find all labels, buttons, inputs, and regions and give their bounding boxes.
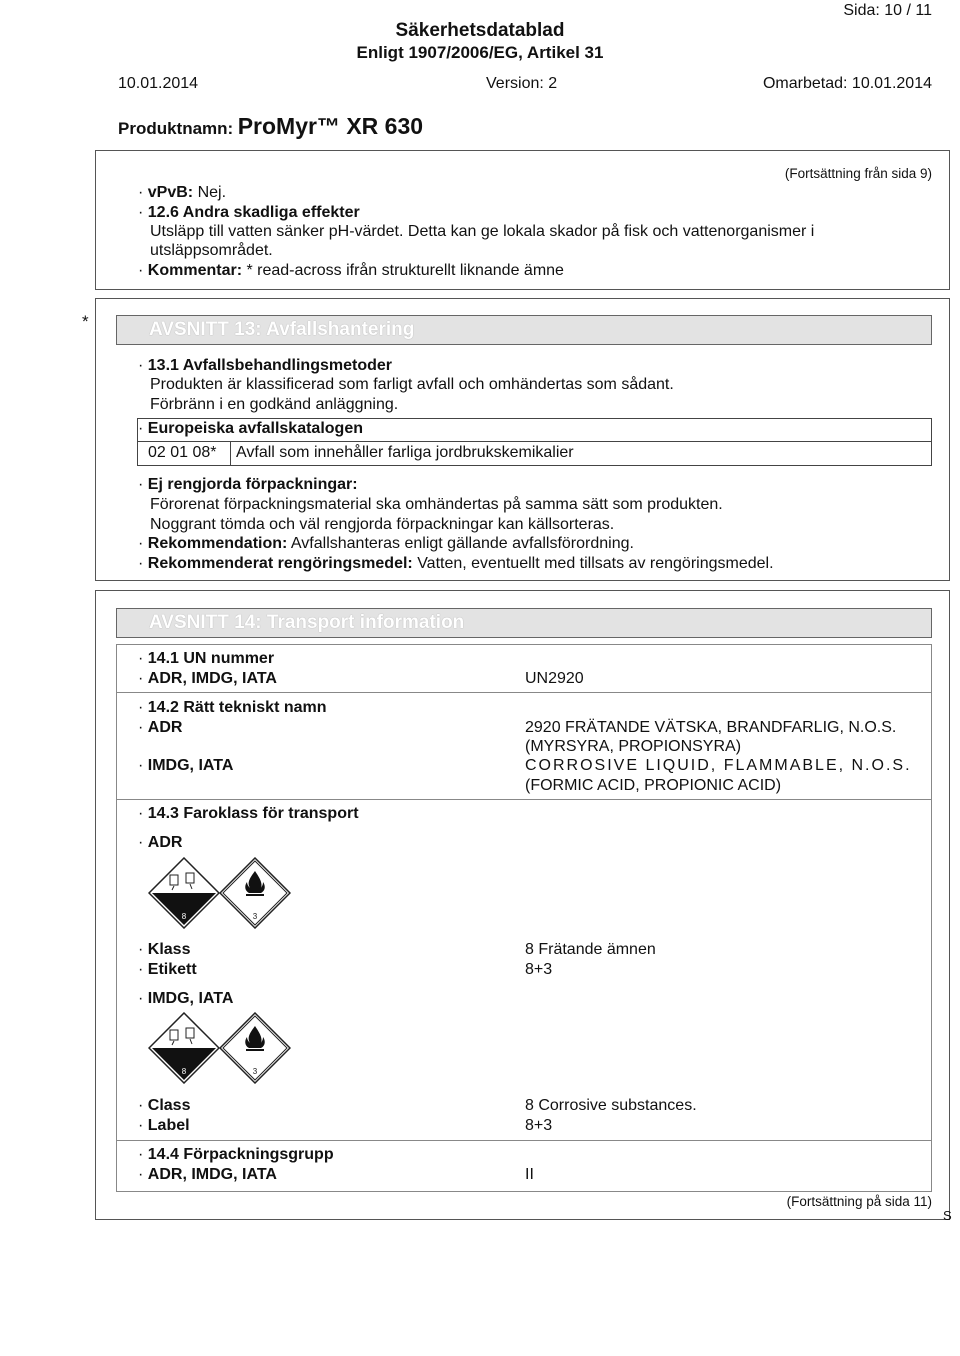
uncleaned-label: · Ej rengjorda förpackningar: xyxy=(138,476,358,494)
section-13-header xyxy=(116,315,932,345)
other-effects-text-2: utsläppsområdet. xyxy=(150,242,273,259)
label-label: · Label xyxy=(138,1117,190,1135)
adr-name-2: (MYRSYRA, PROPIONSYRA) xyxy=(525,738,742,755)
corrosive-number-imdg: 8 xyxy=(181,1067,187,1076)
regulation: Enligt 1907/2006/EG, Artikel 31 xyxy=(356,43,604,62)
cleaning-agent-text: Vatten, eventuellt med tillsats av rengöringsmedel. xyxy=(417,555,774,572)
comment-row xyxy=(138,262,564,280)
class-divider xyxy=(116,1140,932,1141)
cleaning-agent-row xyxy=(138,555,774,573)
version: Version: 2 xyxy=(486,75,558,92)
recommendation-row xyxy=(138,535,634,553)
vpvb-value: Nej. xyxy=(197,184,227,201)
comment-label: Kommentar: xyxy=(147,262,243,279)
packing-group-label: · 14.4 Förpackningsgrupp xyxy=(138,1146,334,1164)
other-effects-label: · 12.6 Andra skadliga effekter xyxy=(138,204,360,222)
class-value: 8 Corrosive substances. xyxy=(525,1097,697,1114)
catalog-text: Avfall som innehåller farliga jordbrukskemikalier xyxy=(236,444,574,461)
uncleaned-text-1: Förorenat förpackningsmaterial ska omhändertas på samma sätt som produkten. xyxy=(150,496,723,513)
print-date: 10.01.2014 xyxy=(118,75,199,92)
catalog-code: 02 01 08* xyxy=(148,444,217,461)
comment-text: * read-across ifrån strukturellt liknande ämne xyxy=(246,262,564,279)
etikett-value: 8+3 xyxy=(525,961,553,978)
methods-text-1: Produkten är klassificerad som farligt avfall och omhändertas som sådant. xyxy=(150,376,674,393)
changed-marker: * xyxy=(82,312,89,331)
etikett-label: · Etikett xyxy=(138,961,197,979)
shipping-name-label: · 14.2 Rätt tekniskt namn xyxy=(138,699,327,717)
continued-from: (Fortsättning från sida 9) xyxy=(784,166,932,181)
imdg-name-2: (FORMIC ACID, PROPIONIC ACID) xyxy=(525,777,782,794)
recommendation-text: Avfallshanteras enligt gällande avfallsförordning. xyxy=(290,535,634,552)
adr-label: · ADR xyxy=(138,719,182,737)
flammable-number-imdg: 3 xyxy=(252,1067,258,1076)
flammable-number-adr: 3 xyxy=(252,912,258,921)
catalog-label: · Europeiska avfallskatalogen xyxy=(138,420,363,438)
packing-value: II xyxy=(525,1166,534,1183)
label-value: 8+3 xyxy=(525,1117,553,1134)
waste-catalog-divider xyxy=(137,441,932,442)
klass-value: 8 Frätande ämnen xyxy=(525,941,656,958)
methods-label: · 13.1 Avfallsbehandlingsmetoder xyxy=(138,357,392,375)
product-value: ProMyr™ XR 630 xyxy=(237,113,424,139)
imdg-label-2: · IMDG, IATA xyxy=(138,990,233,1008)
un-modes: · ADR, IMDG, IATA xyxy=(138,670,277,688)
vpvb-label: vPvB: xyxy=(147,184,194,201)
continued-on: (Fortsättning på sida 11) xyxy=(786,1194,932,1209)
corrosive-number-adr: 8 xyxy=(181,912,187,921)
recommendation-label: Rekommendation: xyxy=(147,535,288,552)
class-label: · Class xyxy=(138,1097,190,1115)
section-13-title: AVSNITT 13: Avfallshantering xyxy=(149,319,415,340)
section-14-header xyxy=(116,608,932,638)
other-effects-text-1: Utsläpp till vatten sänker pH-värdet. Detta kan ge lokala skador på fisk och vattenorganismer i xyxy=(150,223,815,240)
imdg-name-1: CORROSIVE LIQUID, FLAMMABLE, N.O.S. xyxy=(525,757,912,774)
uncleaned-text-2: Noggrant tömda och väl rengjorda förpackningar kan källsorteras. xyxy=(150,516,615,533)
packing-modes: · ADR, IMDG, IATA xyxy=(138,1166,277,1184)
name-divider xyxy=(116,799,932,800)
klass-label: · Klass xyxy=(138,941,190,959)
footer-mark: S xyxy=(943,1208,952,1223)
flammable-pictogram-adr xyxy=(219,857,291,929)
page-number: Sida: 10 / 11 xyxy=(843,2,932,19)
flammable-pictogram-imdg xyxy=(219,1012,291,1084)
corrosive-pictogram-imdg xyxy=(148,1012,220,1084)
document-title: Säkerhetsdatablad xyxy=(395,20,565,41)
imdg-label: · IMDG, IATA xyxy=(138,757,233,775)
hazard-class-label: · 14.3 Faroklass för transport xyxy=(138,805,359,823)
adr-label-2: · ADR xyxy=(138,834,182,852)
product-label: Produktnamn: xyxy=(118,119,234,138)
un-divider xyxy=(116,692,932,693)
un-value: UN2920 xyxy=(525,670,584,687)
un-number-label: · 14.1 UN nummer xyxy=(138,650,274,668)
adr-name-1: 2920 FRÄTANDE VÄTSKA, BRANDFARLIG, N.O.S. xyxy=(525,719,897,736)
section-14-title: AVSNITT 14: Transport information xyxy=(149,612,465,633)
corrosive-pictogram-adr xyxy=(148,857,220,929)
cleaning-agent-label: Rekommenderat rengöringsmedel: xyxy=(147,555,413,572)
product-name xyxy=(118,113,423,140)
methods-text-2: Förbränn i en godkänd anläggning. xyxy=(150,396,399,413)
revision-date: Omarbetad: 10.01.2014 xyxy=(762,75,932,92)
vpvb-row xyxy=(138,184,226,202)
waste-catalog-column-divider xyxy=(230,441,231,466)
